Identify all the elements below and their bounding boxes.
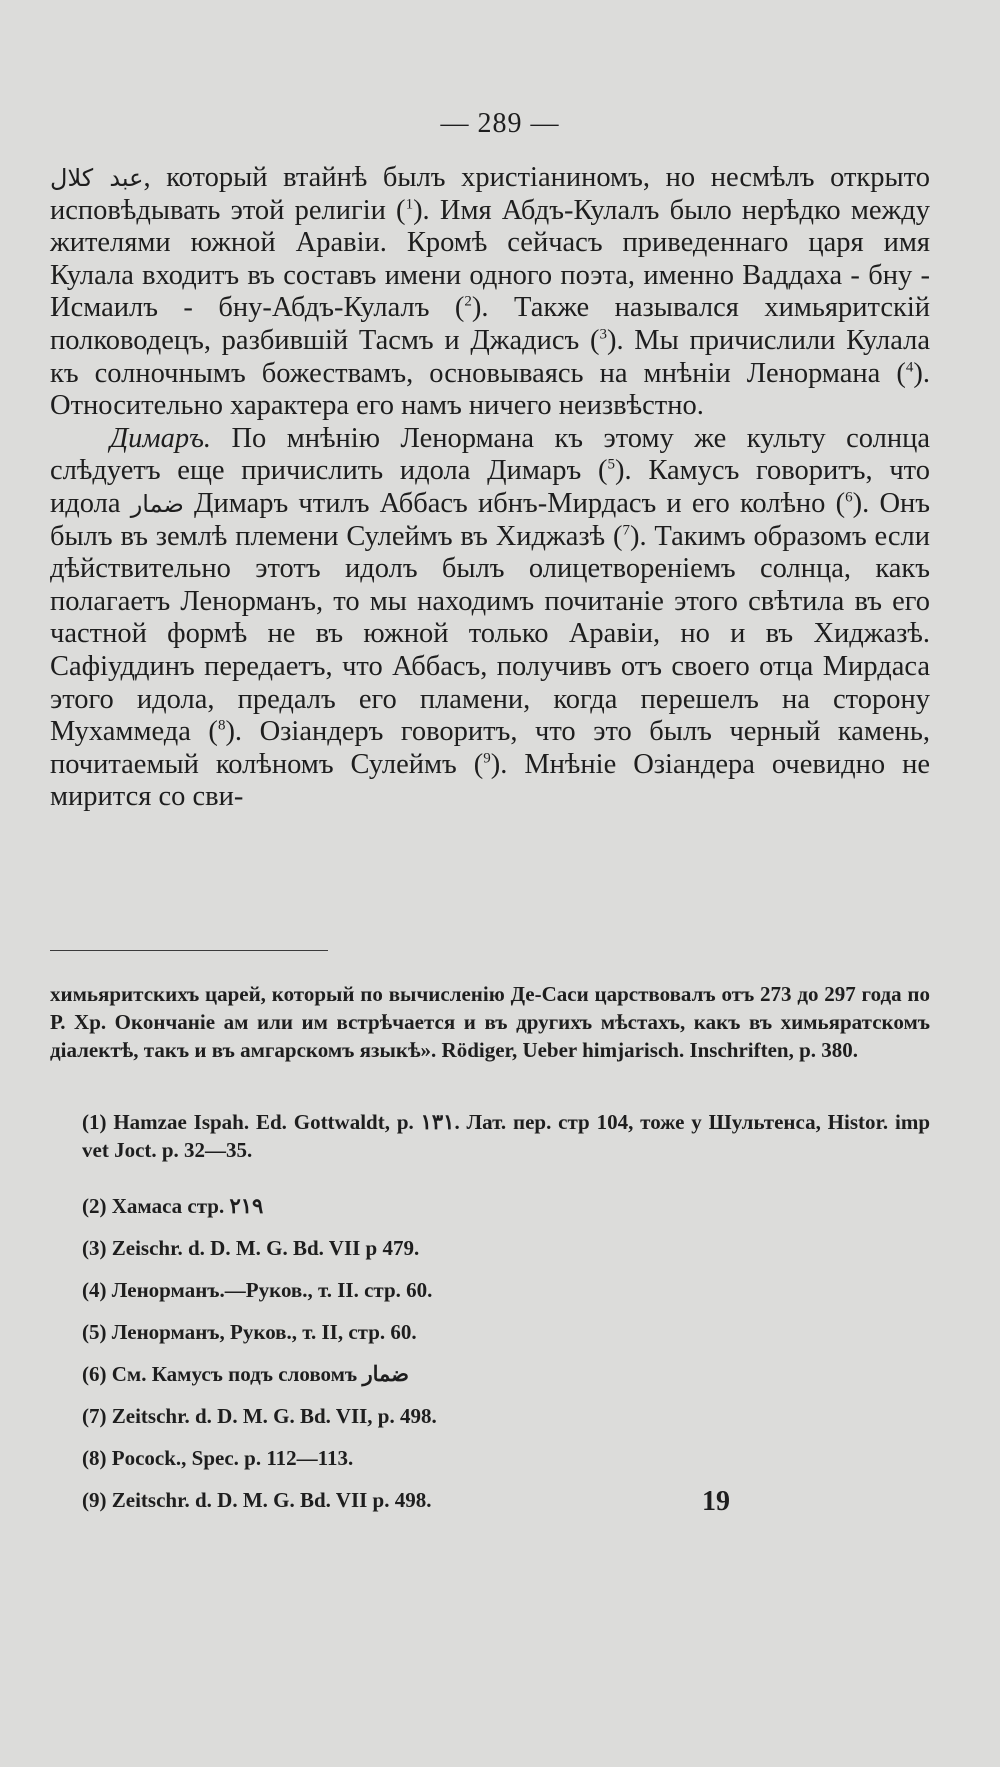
footnote-ref: 1 <box>405 196 414 213</box>
text-run: Димаръ чтилъ Аббасъ ибнъ-Мирдасъ и его колѣно ( <box>183 487 846 519</box>
footnote-mark: (8) <box>82 1446 107 1470</box>
page-number: — 289 — <box>440 108 560 139</box>
footnote-text: Zeitschr. d. D. M. G. Bd. VII, p. 498. <box>111 1404 437 1428</box>
text-run: ). Такимъ образомъ если дѣйствительно этотъ идолъ былъ олицетвореніемъ солнца, какъ полагаетъ Ленорманъ, то мы находимъ почитаніе этого свѣтила въ его частной формѣ не въ южной только Аравіи, но и въ Хиджазѣ. Сафіуддинъ передаетъ, что Аббасъ, получивъ отъ своего отца Мирдаса этого идола, предалъ его пламени, когда перешелъ на сторону Мухаммеда ( <box>50 520 930 748</box>
footnote-mark: (5) <box>82 1320 107 1344</box>
footnote-mark: (4) <box>82 1278 107 1302</box>
text-run: По мнѣнію Ленормана къ этому же культу солнца слѣдуетъ еще причислить идола Димаръ ( <box>50 422 930 487</box>
footnote-6 <box>82 1360 930 1402</box>
arabic-name: عبد كلال <box>50 164 144 192</box>
footnote-mark: (3) <box>82 1236 107 1260</box>
paragraph-kulal <box>50 162 930 423</box>
printer-signature: 19 <box>702 1486 730 1517</box>
footnote-ref: 9 <box>483 750 491 767</box>
footnote-mark: (7) <box>82 1404 107 1428</box>
footnote-ref: 2 <box>464 293 472 310</box>
footnote-text: Хамаса стр. ٢١٩ <box>111 1194 264 1218</box>
footnote-1 <box>82 1108 930 1192</box>
main-text <box>50 162 930 814</box>
footnote-ref: 3 <box>599 326 607 343</box>
footnote-ref: 4 <box>905 359 914 376</box>
footnote-ref: 8 <box>217 717 226 734</box>
footnote-mark: (9) <box>82 1488 107 1512</box>
footnote-text: См. Камусъ подъ словомъ ضمار <box>111 1362 409 1386</box>
text-run: ). Мнѣніе Озіандера очевидно не мирится со сви- <box>50 748 930 813</box>
text-run: ). Онъ былъ въ землѣ племени Сулеймъ въ Хиджазѣ ( <box>50 487 931 552</box>
footnote-text: Ленорманъ, Руков., т. II, стр. 60. <box>111 1320 417 1344</box>
footnote-2 <box>82 1192 930 1234</box>
footnote-ref: 5 <box>607 456 616 473</box>
footnote-text: Hamzae Ispah. Ed. Gottwaldt, p. ١٣١. Лат. пер. стр 104, тоже у Шультенса, Histor. imp vet Joct. p. 32—35. <box>82 1110 930 1162</box>
footnote-text: Ленорманъ.—Руков., т. II. стр. 60. <box>111 1278 433 1302</box>
text-run: ). Относительно характера его намъ ничего неизвѣстно. <box>50 357 930 422</box>
footnote-ref: 6 <box>845 489 853 506</box>
text-run: ). Также назывался химьяритскій полководецъ, разбившій Тасмъ и Джадисъ ( <box>50 292 930 356</box>
footnote-mark: (6) <box>82 1362 107 1386</box>
footnote-continuation: химьяритскихъ царей, который по вычисленію Де-Саси царствовалъ отъ 273 до 297 года по Р. Хр. Окончаніе ам или им встрѣчается и въ другихъ мѣстахъ, какъ въ химьяратскомъ діалектѣ, такъ и въ амгарскомъ языкѣ». Rödiger, Ueber himjarisch. Inschriften, p. 380. <box>50 982 930 1062</box>
text-run: ). Мы причислили Кулала къ солночнымъ божествамъ, основываясь на мнѣніи Ленормана ( <box>50 324 930 389</box>
footnote-mark: (1) <box>82 1110 107 1134</box>
footnote-7 <box>82 1402 930 1444</box>
footnote-8 <box>82 1444 930 1486</box>
footnote-text: Zeitschr. d. D. M. G. Bd. VII p. 498. <box>111 1488 432 1512</box>
text-run: , который втайнѣ былъ христіаниномъ, но несмѣлъ открыто исповѣдывать этой религіи ( <box>50 162 930 226</box>
footnote-ref: 7 <box>622 522 630 539</box>
text-run: ). Камусъ говоритъ, что идола <box>50 455 930 519</box>
text-run: ). Имя Абдъ-Кулалъ было нерѣдко между жителями южной Аравіи. Кромѣ сейчасъ приведеннаго царя имя Кулала входитъ въ составъ имени одного поэта, именно Ваддаха - бну - Исмаилъ - бну-Абдъ-Кулалъ ( <box>50 194 931 324</box>
section-term: Димаръ. <box>110 422 211 454</box>
footnote-3 <box>82 1234 930 1276</box>
footnote-5 <box>82 1318 930 1360</box>
text-run: ). Озіандеръ говоритъ, что это былъ черный камень, почитаемый колѣномъ Сулеймъ ( <box>50 716 930 780</box>
arabic-word: ضمار <box>130 489 184 518</box>
footnote-9 <box>82 1486 930 1528</box>
footnotes-list <box>82 1108 930 1528</box>
paragraph-dimar <box>50 423 930 814</box>
footnote-4 <box>82 1276 930 1318</box>
footnote-divider <box>50 950 328 951</box>
footnote-text: Pocock., Spec. p. 112—113. <box>111 1446 354 1470</box>
footnote-text: Zeischr. d. D. M. G. Bd. VII p 479. <box>111 1236 420 1260</box>
footnote-mark: (2) <box>82 1194 107 1218</box>
